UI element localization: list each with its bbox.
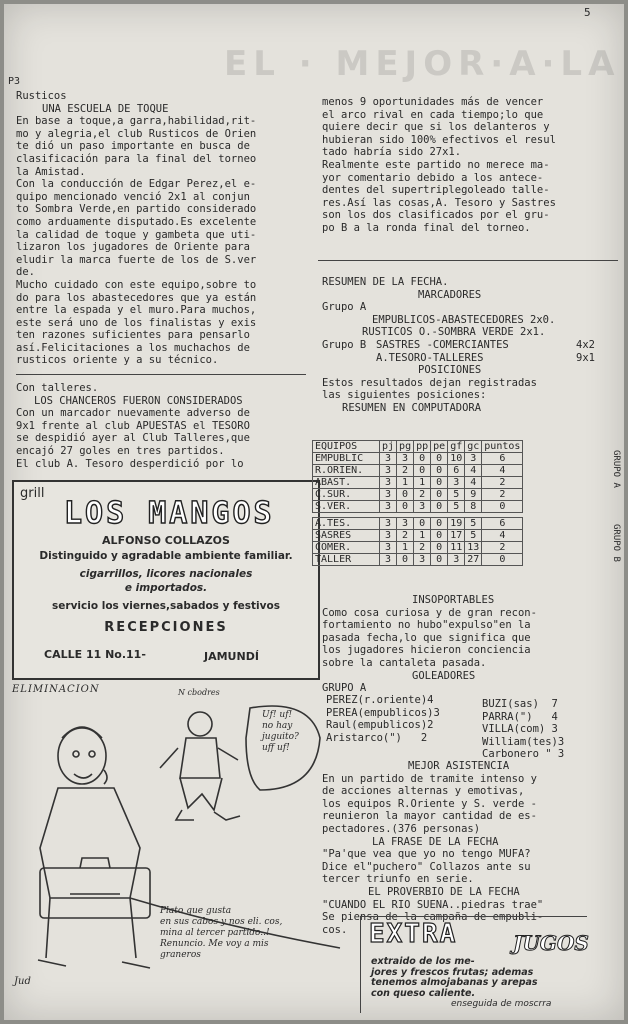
stat-cell: 0 [482,554,523,566]
grupo-b-score-2: 9x1 [576,351,595,364]
stat-cell: 0 [414,465,431,477]
article-line: hubieran sido 100% efectivos el resul [322,133,556,146]
ad-line2: cigarrillos, licores nacionales [79,568,253,580]
team-cell: R.ORIEN. [313,465,380,477]
stat-cell: gc [465,441,482,453]
stat-cell: 6 [448,465,465,477]
stat-cell: 2 [397,465,414,477]
stat-cell: 0 [431,501,448,513]
stat-cell: 3 [414,554,431,566]
bleed-through-text: EL · MEJOR·A·LA [224,44,621,84]
table-row [313,501,523,513]
stat-cell: 4 [465,465,482,477]
table-row [313,542,523,554]
article-line: entre la espada y el muro.Para muchos, [16,304,257,317]
cartoon-bottom-caption: Plato que gusta en sus cabos y nos eli. cos, mina al tercer partido..! Renuncio. Me voy a mis graneros [160,906,283,960]
table-row [313,453,523,465]
stat-cell: 3 [380,489,397,501]
goleadores-group: GRUPO A [322,682,367,695]
cartoon-label: ELIMINACION [12,684,100,695]
proverbio-line: "CUANDO EL RIO SUENA..piedras trae" [322,898,544,911]
grupo-b-score-1: 4x2 [576,338,595,351]
group-a-side-label: GRUPO A [611,450,621,488]
stat-cell: 2 [414,489,431,501]
table-row [313,477,523,489]
stat-cell: pe [431,441,448,453]
grupo-a-result-1: EMPUBLICOS-ABASTECEDORES 2x0. [372,313,556,326]
ad-owner: ALFONSO COLLAZOS [102,534,230,547]
suitcase [40,868,150,918]
mejor-line: de acciones alternas y emotivas, [322,785,525,798]
article-line: se despidió ayer al Club Talleres,que [16,432,250,445]
scorer-line: Aristarco(") 2 [326,731,428,744]
ad-line4: servicio los viernes,sabados y festivos [52,600,280,612]
stat-cell: 10 [448,453,465,465]
divider-right [318,260,618,261]
page-corner-number: 5 [584,6,591,19]
team-cell: C.SUR. [313,489,380,501]
stat-cell: pg [397,441,414,453]
article-continuation [322,96,622,235]
mejor-title: MEJOR ASISTENCIA [408,760,510,772]
article-line: Con la conducción de Edgar Perez,el e- [16,178,257,191]
stat-cell: pj [380,441,397,453]
insoportables-section [322,594,622,695]
insoportables-line: Como cosa curiosa y de gran recon- [322,606,537,619]
stat-cell: 1 [397,542,414,554]
article-line: Mucho cuidado con este equipo,sobre to [16,278,257,291]
ad-name: LOS MANGOS [64,496,275,531]
resumen-section [322,276,622,415]
stat-cell: 11 [448,542,465,554]
stat-cell: 0 [414,518,431,530]
scorer-line: William(tes)3 [482,735,565,748]
stat-cell: 5 [448,489,465,501]
article-line: tado habría sido 27x1. [322,146,462,159]
divider [16,374,306,375]
article-line: así.Felicitaciones a los muchachos de [16,341,250,354]
insoportables-line: fortamiento no hubo"expulso"en la [322,619,531,632]
stat-cell: 0 [431,477,448,489]
goleadores-title: GOLEADORES [412,669,476,682]
stat-cell: 6 [482,453,523,465]
team-cell: A.TES. [313,518,380,530]
stat-cell: 9 [465,489,482,501]
stat-cell: 3 [414,501,431,513]
cartoon [10,684,360,1014]
headline-2: LOS CHANCEROS FUERON CONSIDERADOS [34,394,243,407]
team-cell: S.VER. [313,501,380,513]
article-line: menos 9 oportunidades más de vencer [322,96,544,108]
article-line: po B a la ronda final del torneo. [322,221,531,234]
insoportables-line: los jugadores hicieron conciencia [322,644,531,657]
article-body-2 [16,407,316,470]
article-line: ten razones suficientes para pensarlo [16,329,250,342]
stat-cell: 1 [397,477,414,489]
article-line: yor comentario debido a los antece- [322,171,544,184]
mejor-line: En un partido de tramite intenso y [322,772,537,785]
ad-address: CALLE 11 No.11- [44,648,146,661]
article-line: eludir la marca fuerte de los de S.ver [16,253,257,266]
grupo-a-label: Grupo A [322,301,367,314]
insoportables-line: pasada fecha,lo que significa que [322,631,531,644]
stat-cell: 3 [380,477,397,489]
article-line: de. [16,266,35,279]
resumen-title: RESUMEN DE LA FECHA. [322,276,449,288]
posiciones-title: POSICIONES [418,364,482,377]
article-line: el arco rival en cada tiempo;lo que [322,108,544,121]
scorer-line: Carbonero " 3 [482,748,565,761]
ad-los-mangos [12,480,320,680]
ad-grill: grill [20,486,45,501]
stat-cell: 0 [397,489,414,501]
cartoon-signature: Jud [14,976,31,987]
grupo-a-result-2: RUSTICOS O.-SOMBRA VERDE 2x1. [362,326,546,339]
mejor-line: pectadores.(376 personas) [322,822,481,835]
ad-city: JAMUNDÍ [204,650,259,663]
stat-cell: 1 [414,477,431,489]
grupo-b-result-2: A.TESORO-TALLERES [376,351,484,364]
team-cell: COMER. [313,542,380,554]
stat-cell: 3 [380,501,397,513]
stat-cell: 0 [482,501,523,513]
article-line: como arduamente disputado.Es excelente [16,215,257,228]
big-man-head [58,728,106,784]
stat-cell: 3 [380,465,397,477]
section-label: Rusticos [16,90,67,102]
scorer-line: BUZI(sas) 7 [482,698,558,710]
stat-cell: 3 [380,518,397,530]
stat-cell: 3 [380,554,397,566]
stat-cell: 0 [397,554,414,566]
stat-cell: 0 [397,501,414,513]
stat-cell: 3 [397,453,414,465]
right-column [322,96,622,235]
article-line: to Sombra Verde,en partido considerado [16,203,257,216]
article-line: 9x1 frente al club APUESTAS el TESORO [16,419,250,432]
article-line: do para los abastecedores que ya están [16,291,257,304]
article-line: dentes del supertriplegoleado talle- [322,184,550,197]
article-body [16,115,316,367]
ad-line3: e importados. [124,582,208,594]
stat-cell: 3 [380,530,397,542]
marcadores-title: MARCADORES [418,288,482,301]
scorer-line: PARRA(") 4 [482,710,558,723]
article-line: El club A. Tesoro desperdició por lo [16,457,244,470]
grupo-b-label: Grupo B [322,338,367,351]
team-cell: SASRES [313,530,380,542]
posiciones-text-2: las siguientes posiciones: [322,389,487,402]
grupo-b-result-1: SASTRES -COMERCIANTES [376,338,509,351]
team-cell: EMPUBLIC [313,453,380,465]
headline: UNA ESCUELA DE TOQUE [42,102,169,115]
stat-cell: 4 [482,530,523,542]
section-label-2: Con talleres. [16,382,99,394]
article-line: Con un marcador nuevamente adverso de [16,407,250,420]
scorer-line: Raul(empublicos)2 [326,719,434,732]
stat-cell: 19 [448,518,465,530]
cartoon-small-caption: N cbodres [178,688,220,697]
stat-cell: 0 [414,453,431,465]
computadora-title: RESUMEN EN COMPUTADORA [342,401,482,414]
stat-cell: 3 [397,518,414,530]
newspaper-page [4,4,624,1020]
mejor-line: los equipos R.Oriente y S. verde - [322,797,537,810]
stat-cell: 2 [414,542,431,554]
scorer-line: PEREA(empublicos)3 [326,706,440,719]
stat-cell: 4 [482,465,523,477]
stat-cell: 2 [482,542,523,554]
scorer-line: VILLA(com) 3 [482,723,558,736]
article-line: son los dos clasificados por el gru- [322,209,550,222]
stat-cell: puntos [482,441,523,453]
proverbio-line: cos. [322,923,348,936]
stat-cell: 3 [448,554,465,566]
stat-cell: 1 [414,530,431,542]
stat-cell: gf [448,441,465,453]
article-line: encajó 27 goles en tres partidos. [16,444,225,457]
stat-cell: 2 [397,530,414,542]
stat-cell: 5 [448,501,465,513]
frase-line: Dice el"puchero" Collazos ante su [322,860,531,873]
scorer-line: PEREZ(r.oriente)4 [326,694,434,706]
proverbio-line: Se piensa de la campaña de empubli- [322,911,544,924]
article-line: la Amistad. [16,165,86,178]
table-row [313,465,523,477]
stat-cell: 27 [465,554,482,566]
stat-cell: 17 [448,530,465,542]
table-header-row [313,441,523,453]
stat-cell: 0 [431,465,448,477]
article-line: En base a toque,a garra,habilidad,rit- [16,115,257,128]
small-player-head [188,712,212,736]
cartoon-bubble: Uf! uf! no hay juguito? uff uf! [262,710,299,753]
posiciones-text-1: Estos resultados dejan registradas [322,376,537,389]
article-line: rusticos oriente y a su técnico. [16,354,219,367]
stat-cell: 5 [465,518,482,530]
stat-cell: 5 [465,530,482,542]
article-line: te dió un paso importante en busca de [16,140,250,153]
stat-cell: 2 [482,477,523,489]
mejor-line: reunieron la mayor cantidad de es- [322,810,537,823]
article-line: quiere decir que si los delanteros y [322,121,550,134]
article-line: lizaron los jugadores de Oriente para [16,241,250,254]
team-cell: EQUIPOS [313,441,380,453]
ad-line5: RECEPCIONES [104,620,228,635]
article-line: quipo mencionado venció 2x1 al conjun [16,190,250,203]
stat-cell: 4 [465,477,482,489]
team-cell: ABAST. [313,477,380,489]
goleadores-right [482,698,622,761]
table-row [313,489,523,501]
ad2-title2: JUGOS [513,931,589,955]
article-line: este será uno de los finalistas y exis [16,316,257,329]
article-line: Realmente este partido no merece ma- [322,158,550,171]
insoportables-line: sobre la cantaleta pasada. [322,656,487,669]
stat-cell: 8 [465,501,482,513]
stat-cell: 0 [431,453,448,465]
frase-line: "Pa'que vea que yo no tengo MUFA? [322,848,531,861]
table-row [313,554,523,566]
page-number: P3 [8,76,21,87]
ad2-title1: EXTRA [369,919,458,949]
article-line: la calidad de toque y gambeta que uti- [16,228,257,241]
mejor-section [322,760,622,936]
stat-cell: pp [414,441,431,453]
left-column [16,90,316,367]
stat-cell: 0 [431,530,448,542]
small-player-body [180,738,220,778]
article-line: mo y alegria,el club Rusticos de Orien [16,127,257,140]
left-article-2 [16,382,316,470]
stat-cell: 3 [465,453,482,465]
table-row [313,530,523,542]
frase-line: tercer triunfo en serie. [322,873,474,886]
stat-cell: 2 [482,489,523,501]
stat-cell: 3 [380,542,397,554]
stat-cell: 6 [482,518,523,530]
stat-cell: 3 [380,453,397,465]
stat-cell: 0 [431,489,448,501]
proverbio-title: EL PROVERBIO DE LA FECHA [368,885,520,898]
group-b-side-label: GRUPO B [611,524,621,562]
stat-cell: 0 [431,518,448,530]
stat-cell: 0 [431,542,448,554]
frase-title: LA FRASE DE LA FECHA [372,835,499,848]
stat-cell: 13 [465,542,482,554]
big-man-body [40,788,140,898]
insoportables-title: INSOPORTABLES [412,594,495,606]
table-row [313,518,523,530]
ad-line1: Distinguido y agradable ambiente familiar. [39,550,293,562]
standings-table-wrap [312,440,523,566]
article-line: res.Así las cosas,A. Tesoro y Sastres [322,196,556,209]
goleadores-left [326,694,476,744]
ad2-text: extraido de los me- jores y frescos frutas; ademas tenemos almojabanas y arepas con queso caliente. [371,956,538,999]
stat-cell: 0 [431,554,448,566]
stat-cell: 3 [448,477,465,489]
standings-table [312,440,523,566]
article-line: clasificación para la final del torneo [16,152,257,165]
ad2-footer: enseguida de moscrra [451,999,552,1009]
ad-extra-jugos [360,916,587,1013]
team-cell: TALLER [313,554,380,566]
